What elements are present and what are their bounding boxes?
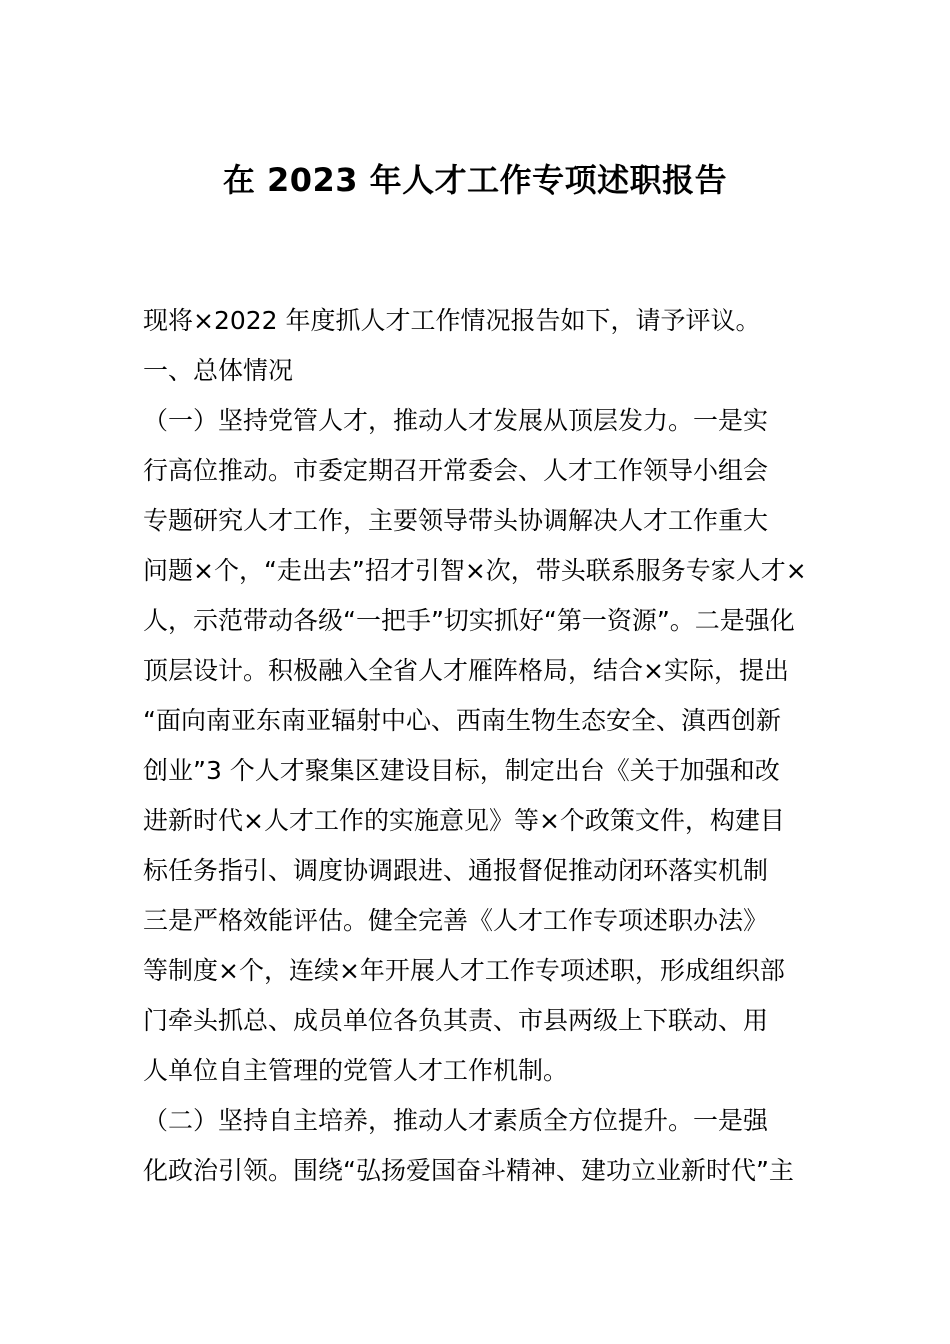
body-line: “面向南亚东南亚辐射中心、西南生物生态安全、滇西创新 [143, 706, 781, 735]
body-line: 门牵头抓总、成员单位各负其责、市县两级上下联动、用 [143, 1006, 769, 1035]
body-line: 人，示范带动各级“一把手”切实抓好“第一资源”。二是强化 [143, 606, 795, 635]
body-line: 问题×个，“走出去”招才引智×次，带头联系服务专家人才× [143, 556, 807, 585]
body-line: （二）坚持自主培养，推动人才素质全方位提升。一是强 [143, 1106, 769, 1135]
body-line: 创业”3 个人才聚集区建设目标，制定出台《关于加强和改 [143, 756, 780, 785]
section-heading: 一、总体情况 [143, 356, 294, 385]
body-line: 顶层设计。积极融入全省人才雁阵格局，结合×实际，提出 [143, 656, 789, 685]
body-line: 行高位推动。市委定期召开常委会、人才工作领导小组会 [143, 456, 769, 485]
body-line: 专题研究人才工作，主要领导带头协调解决人才工作重大 [143, 506, 769, 535]
body-line: （一）坚持党管人才，推动人才发展从顶层发力。一是实 [143, 406, 769, 435]
body-line: 现将×2022 年度抓人才工作情况报告如下，请予评议。 [143, 306, 761, 335]
document-title: 在 2023 年人才工作专项述职报告 [222, 161, 728, 199]
body-line: 等制度×个，连续×年开展人才工作专项述职，形成组织部 [143, 956, 785, 985]
body-line: 标任务指引、调度协调跟进、通报督促推动闭环落实机制 [143, 856, 769, 885]
body-line: 进新时代×人才工作的实施意见》等×个政策文件，构建目 [143, 806, 785, 835]
body-line: 三是严格效能评估。健全完善《人才工作专项述职办法》 [143, 906, 769, 935]
document-body [143, 296, 811, 1196]
body-line: 人单位自主管理的党管人才工作机制。 [143, 1056, 569, 1085]
body-line: 化政治引领。围绕“弘扬爱国奋斗精神、建功立业新时代”主 [143, 1156, 794, 1185]
